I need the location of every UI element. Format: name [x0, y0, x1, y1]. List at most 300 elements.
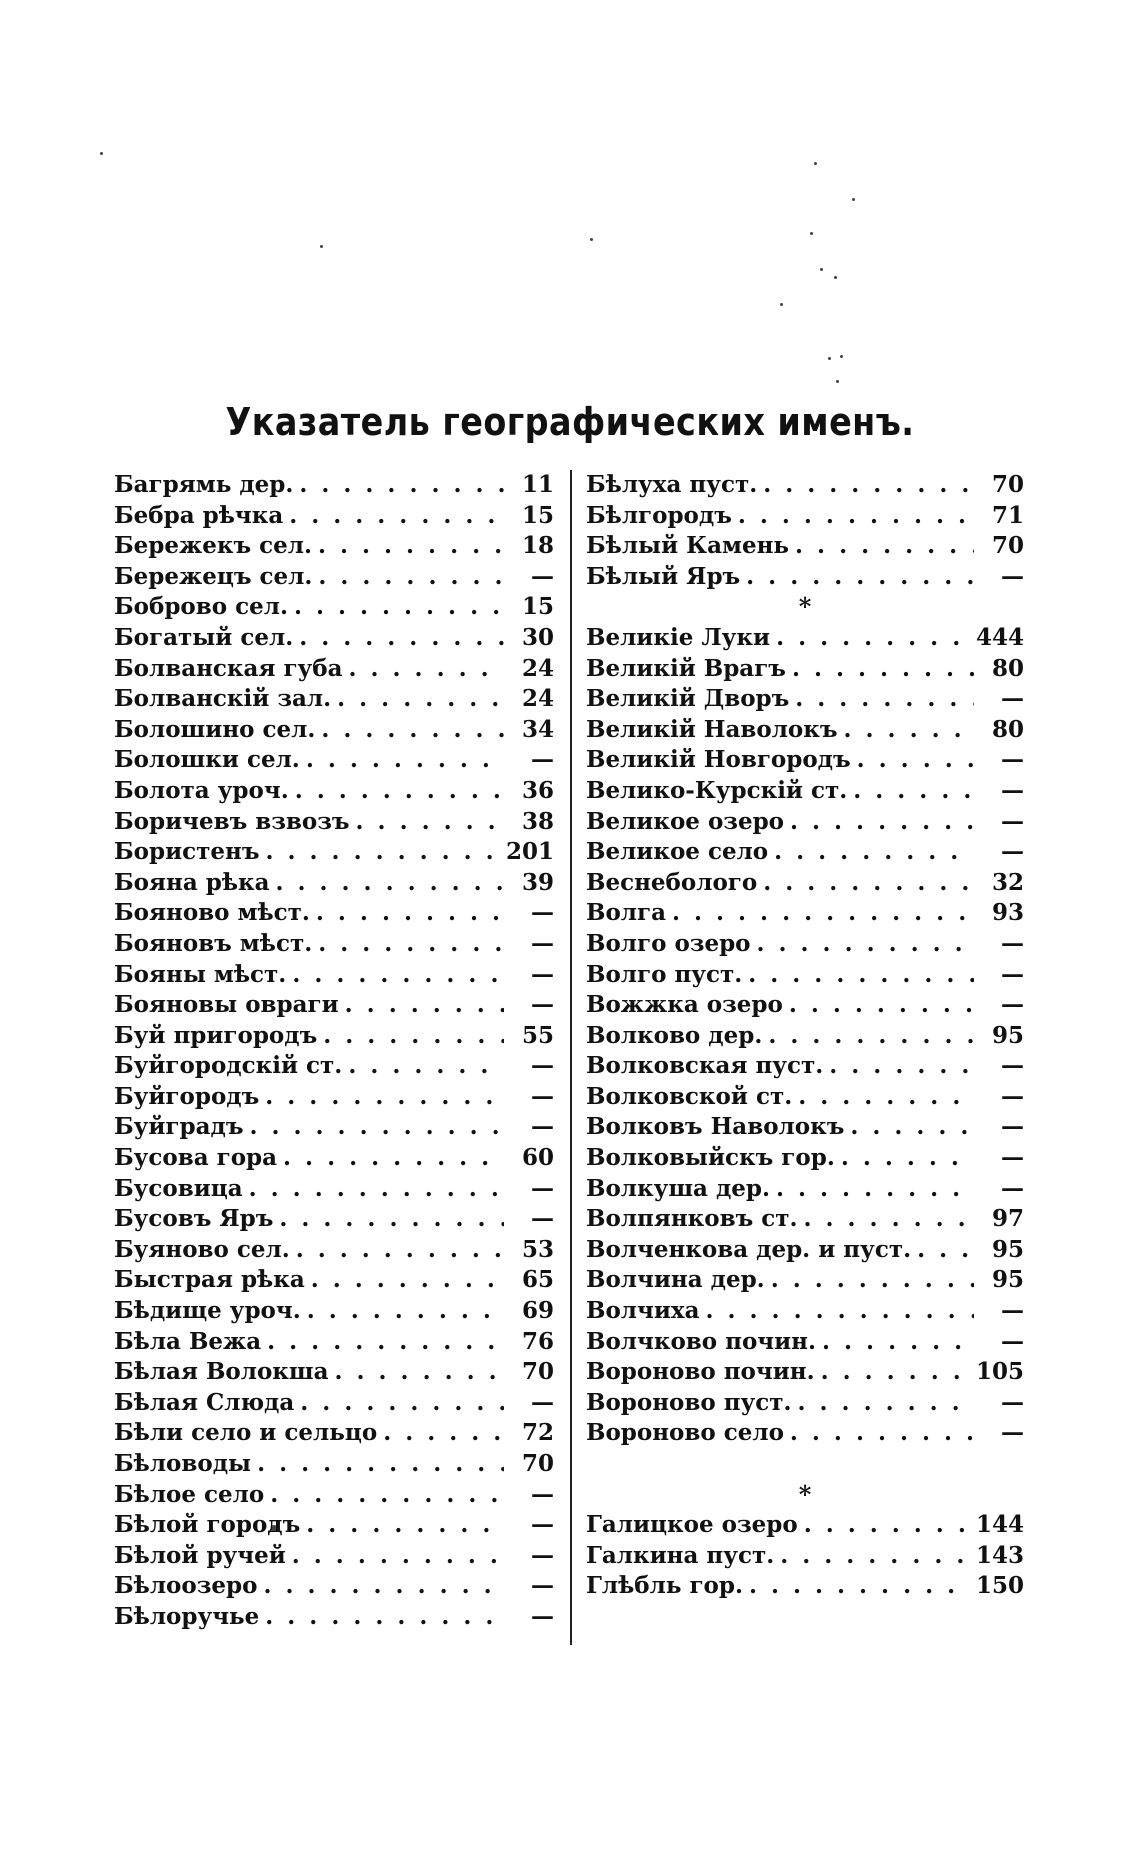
index-entry	[114, 562, 554, 593]
index-entry	[114, 1602, 554, 1633]
entry-name: Бусова гора	[114, 1144, 278, 1172]
entry-name: Бѣлой ручей	[114, 1541, 286, 1569]
index-entry	[114, 715, 554, 746]
entry-page: —	[1001, 746, 1024, 774]
entry-name: Боричевъ взвозъ	[114, 807, 350, 835]
entry-page: 70	[991, 532, 1024, 560]
index-entry	[114, 623, 554, 654]
index-entry	[114, 990, 554, 1021]
index-entry	[586, 837, 1024, 868]
dot-leader	[746, 562, 974, 593]
dot-leader	[306, 1510, 504, 1541]
dot-leader	[774, 837, 974, 868]
dot-leader	[748, 960, 974, 991]
dot-leader	[804, 1204, 974, 1235]
index-entry	[114, 1051, 554, 1082]
entry-page: —	[1001, 1419, 1024, 1447]
dot-leader	[349, 654, 504, 685]
entry-page: —	[1001, 1297, 1024, 1325]
entry-name: Веснеболого	[586, 868, 758, 896]
entry-page: —	[1001, 776, 1024, 804]
entry-page: —	[531, 1480, 554, 1508]
entry-page: —	[531, 1205, 554, 1233]
entry-page: 65	[521, 1266, 554, 1294]
entry-name: Бѣлый Камень	[586, 532, 790, 560]
dot-leader	[345, 990, 504, 1021]
page-title: Указатель географических именъ.	[225, 400, 915, 444]
index-entry	[586, 1204, 1024, 1235]
entry-name: Волковыйскъ гор.	[586, 1144, 835, 1172]
dot-leader	[789, 990, 974, 1021]
entry-name: Волго пуст.	[586, 960, 743, 988]
index-entry	[586, 960, 1024, 991]
dot-leader	[795, 531, 974, 562]
index-entry	[586, 1051, 1024, 1082]
index-entry	[114, 1296, 554, 1327]
entry-page: —	[1001, 562, 1024, 590]
index-entry	[586, 531, 1024, 562]
entry-name: Вороново пуст.	[586, 1388, 792, 1416]
scan-speck	[100, 152, 103, 155]
dot-leader	[776, 1174, 974, 1205]
entry-name: Волго озеро	[586, 929, 751, 957]
entry-page: —	[531, 1174, 554, 1202]
index-entry	[114, 531, 554, 562]
entry-name: Волпянковъ ст.	[586, 1205, 798, 1233]
index-entry	[586, 562, 1024, 593]
dot-leader	[295, 776, 504, 807]
dot-leader	[270, 1480, 504, 1511]
entry-name: Бояна рѣка	[114, 868, 270, 896]
dot-leader	[763, 868, 974, 899]
entry-name: Бѣлгородъ	[586, 501, 732, 529]
entry-page: —	[531, 746, 554, 774]
dot-leader	[337, 684, 504, 715]
entry-name: Галицкое озеро	[586, 1511, 798, 1539]
entry-name: Буйградъ	[114, 1113, 244, 1141]
dot-leader	[318, 531, 504, 562]
entry-name: Великое озеро	[586, 807, 785, 835]
entry-name: Бережекъ сел.	[114, 532, 312, 560]
dot-leader	[296, 1235, 504, 1266]
index-entry	[114, 1082, 554, 1113]
entry-name: Бояново мѣст.	[114, 899, 310, 927]
entry-page: 80	[991, 654, 1024, 682]
index-entry	[586, 1235, 1024, 1266]
entry-name: Бѣлоозеро	[114, 1572, 258, 1600]
index-entry	[586, 1143, 1024, 1174]
index-entry	[114, 684, 554, 715]
dot-leader	[822, 1327, 974, 1358]
entry-page: —	[1001, 1052, 1024, 1080]
entry-page: —	[531, 1388, 554, 1416]
scan-speck	[828, 357, 831, 360]
entry-page: —	[531, 1602, 554, 1630]
entry-page: 105	[975, 1358, 1024, 1386]
dot-leader	[738, 501, 974, 532]
dot-leader	[804, 1510, 970, 1541]
index-entry	[114, 592, 554, 623]
index-entry	[114, 1265, 554, 1296]
section-separator: *	[798, 1479, 812, 1509]
entry-name: Бебра рѣчка	[114, 501, 284, 529]
entry-name: Волково дер.	[586, 1021, 763, 1049]
entry-page: 53	[521, 1235, 554, 1263]
entry-page: 144	[975, 1511, 1024, 1539]
entry-name: Велико-Курскій ст.	[586, 776, 848, 804]
entry-page: —	[531, 1113, 554, 1141]
entry-page: 201	[505, 838, 554, 866]
dot-leader	[780, 1541, 970, 1572]
entry-name: Бережецъ сел.	[114, 562, 313, 590]
index-entry	[114, 1571, 554, 1602]
index-entry	[586, 1021, 1024, 1052]
scan-speck	[320, 245, 323, 248]
index-entry	[586, 1541, 1024, 1572]
entry-page: —	[1001, 807, 1024, 835]
index-entry	[114, 960, 554, 991]
dot-leader	[311, 1265, 504, 1296]
entry-page: 71	[991, 501, 1024, 529]
entry-name: Волченкова дер. и пуст.	[586, 1235, 912, 1263]
dot-leader	[267, 1327, 504, 1358]
entry-name: Болошино сел.	[114, 715, 316, 743]
index-entry	[586, 654, 1024, 685]
dot-leader	[316, 898, 504, 929]
entry-page: —	[1001, 1144, 1024, 1172]
index-column-right	[586, 470, 1024, 1602]
entry-page: 15	[521, 501, 554, 529]
entry-name: Бусовица	[114, 1174, 243, 1202]
entry-name: Бѣлое село	[114, 1480, 265, 1508]
entry-page: 70	[991, 471, 1024, 498]
dot-leader	[276, 868, 505, 899]
entry-name: Бѣлоручье	[114, 1602, 260, 1630]
entry-page: —	[1001, 929, 1024, 957]
entry-page: 70	[521, 1450, 554, 1477]
dot-leader	[821, 1357, 970, 1388]
entry-name: Великое село	[586, 838, 769, 866]
scan-speck	[810, 232, 813, 235]
entry-name: Волчково почин.	[586, 1327, 817, 1355]
index-entry	[114, 1449, 554, 1480]
dot-leader	[279, 1204, 504, 1235]
entry-name: Волчина дер.	[586, 1266, 765, 1294]
entry-page: 32	[991, 868, 1024, 896]
index-entry	[114, 745, 554, 776]
entry-name: Буйгородъ	[114, 1082, 260, 1110]
scan-speck	[820, 268, 823, 271]
entry-name: Бѣли село и сельцо	[114, 1419, 378, 1447]
entry-page: —	[1001, 960, 1024, 988]
index-entry	[114, 776, 554, 807]
entry-page: —	[1001, 1113, 1024, 1141]
entry-page: 60	[521, 1144, 554, 1172]
entry-page: 76	[521, 1327, 554, 1355]
dot-leader	[795, 684, 974, 715]
index-entry	[586, 807, 1024, 838]
entry-page: 95	[991, 1266, 1024, 1294]
dot-leader	[283, 1143, 504, 1174]
entry-page: 24	[521, 654, 554, 682]
entry-page: —	[531, 1082, 554, 1110]
entry-page: —	[531, 991, 554, 1019]
index-entry	[114, 501, 554, 532]
dot-leader	[265, 1602, 504, 1633]
index-entry	[114, 929, 554, 960]
entry-page: 30	[521, 623, 554, 651]
entry-name: Глѣбль гор.	[586, 1572, 743, 1600]
dot-leader	[841, 1143, 974, 1174]
dot-leader	[266, 837, 500, 868]
dot-leader	[790, 807, 974, 838]
dot-leader	[776, 623, 970, 654]
entry-name: Бѣлая Волокша	[114, 1358, 329, 1386]
dot-leader	[323, 1021, 504, 1052]
entry-name: Бористенъ	[114, 838, 260, 866]
dot-leader	[263, 1571, 504, 1602]
entry-page: 18	[521, 532, 554, 560]
scan-speck	[590, 238, 593, 241]
dot-leader	[257, 1449, 504, 1480]
entry-page: 143	[975, 1541, 1024, 1569]
entry-page: 80	[991, 715, 1024, 743]
entry-name: Бусовъ Яръ	[114, 1205, 274, 1233]
entry-page: 69	[521, 1297, 554, 1325]
entry-name: Бояны мѣст.	[114, 960, 287, 988]
index-entry	[586, 1082, 1024, 1113]
entry-page: 95	[991, 1021, 1024, 1049]
entry-name: Волга	[586, 899, 666, 927]
spacer	[586, 1449, 1024, 1480]
entry-page: 72	[521, 1419, 554, 1447]
entry-page: —	[531, 899, 554, 927]
entry-page: 70	[521, 1358, 554, 1386]
entry-name: Бѣдище уроч.	[114, 1297, 301, 1325]
entry-name: Бояновъ мѣст.	[114, 929, 313, 957]
index-entry	[114, 1388, 554, 1419]
dot-leader	[857, 745, 974, 776]
dot-leader	[318, 929, 504, 960]
dot-leader	[672, 898, 974, 929]
entry-page: 11	[521, 471, 554, 498]
index-column-left	[114, 470, 554, 1633]
dot-leader	[771, 1265, 974, 1296]
index-entry	[586, 1571, 1024, 1602]
entry-name: Богатый сел.	[114, 623, 294, 651]
column-divider	[570, 470, 572, 1645]
dot-leader	[798, 1388, 974, 1419]
entry-name: Бояновы овраги	[114, 991, 339, 1019]
dot-leader	[798, 1082, 974, 1113]
entry-page: —	[1001, 1082, 1024, 1110]
index-entry	[586, 1418, 1024, 1449]
entry-page: —	[1001, 1174, 1024, 1202]
index-entry	[114, 898, 554, 929]
entry-page: —	[531, 562, 554, 590]
entry-name: Болошки сел.	[114, 746, 300, 774]
entry-name: Великій Дворъ	[586, 685, 790, 713]
index-entry	[114, 1541, 554, 1572]
dot-leader	[318, 562, 504, 593]
dot-leader	[749, 1571, 970, 1602]
entry-name: Волчиха	[586, 1297, 700, 1325]
entry-page: 93	[991, 899, 1024, 927]
index-entry	[114, 1143, 554, 1174]
dot-leader	[850, 1112, 974, 1143]
entry-name: Болванская губа	[114, 654, 343, 682]
entry-name: Волкуша дер.	[586, 1174, 771, 1202]
dot-leader	[292, 960, 504, 991]
scan-speck	[836, 380, 839, 383]
dot-leader	[265, 1082, 504, 1113]
entry-page: —	[531, 960, 554, 988]
index-entry	[114, 837, 554, 868]
entry-name: Великій Новгородъ	[586, 746, 851, 774]
index-entry	[586, 684, 1024, 715]
entry-name: Буй пригородъ	[114, 1021, 318, 1049]
index-entry	[586, 1174, 1024, 1205]
scan-speck	[780, 303, 783, 306]
index-entry	[586, 1296, 1024, 1327]
dot-leader	[383, 1418, 504, 1449]
entry-name: Быстрая рѣка	[114, 1266, 305, 1294]
index-entry	[114, 807, 554, 838]
entry-page: 97	[991, 1205, 1024, 1233]
index-entry	[586, 1357, 1024, 1388]
entry-name: Галкина пуст.	[586, 1541, 775, 1569]
dot-leader	[757, 929, 974, 960]
scan-speck	[814, 162, 817, 165]
entry-page: —	[531, 929, 554, 957]
entry-page: 36	[521, 776, 554, 804]
index-entry	[586, 623, 1024, 654]
dot-leader	[300, 1388, 504, 1419]
dot-leader	[917, 1235, 974, 1266]
dot-leader	[335, 1357, 504, 1388]
index-entry	[586, 868, 1024, 899]
entry-page: 55	[521, 1021, 554, 1049]
index-entry	[586, 1327, 1024, 1358]
entry-page: 444	[975, 623, 1024, 651]
dot-leader	[790, 1418, 974, 1449]
index-section-b	[586, 470, 1024, 592]
entry-name: Буяново сел.	[114, 1235, 290, 1263]
index-section-g	[586, 1510, 1024, 1602]
index-section-v	[586, 623, 1024, 1449]
entry-name: Болота уроч.	[114, 776, 289, 804]
dot-leader	[706, 1296, 974, 1327]
entry-page: 34	[521, 715, 554, 743]
entry-name: Боброво сел.	[114, 593, 288, 621]
index-entry	[586, 715, 1024, 746]
dot-leader	[829, 1051, 974, 1082]
index-entry	[114, 654, 554, 685]
dot-leader	[249, 1174, 504, 1205]
index-entry	[114, 470, 554, 501]
entry-name: Великій Врагъ	[586, 654, 786, 682]
entry-name: Вожжка озеро	[586, 991, 783, 1019]
index-entry	[114, 1510, 554, 1541]
entry-name: Великій Наволокъ	[586, 715, 838, 743]
entry-page: 24	[521, 685, 554, 713]
entry-name: Багрямь дер.	[114, 471, 294, 498]
index-entry	[586, 1388, 1024, 1419]
index-entry	[114, 1418, 554, 1449]
scan-speck	[852, 198, 855, 201]
index-entry	[114, 1021, 554, 1052]
dot-leader	[307, 1296, 504, 1327]
entry-name: Вороново почин.	[586, 1358, 815, 1386]
dot-leader	[853, 776, 974, 807]
index-entry	[586, 745, 1024, 776]
entry-page: —	[1001, 991, 1024, 1019]
index-entry	[114, 1112, 554, 1143]
dot-leader	[321, 715, 504, 746]
scan-speck	[840, 355, 843, 358]
dot-leader	[294, 592, 504, 623]
index-entry	[586, 898, 1024, 929]
entry-name: Волковской ст.	[586, 1082, 793, 1110]
entry-page: 15	[521, 593, 554, 621]
dot-leader	[306, 745, 504, 776]
index-entry	[114, 1357, 554, 1388]
entry-name: Буйгородскій ст.	[114, 1052, 343, 1080]
entry-page: 95	[991, 1235, 1024, 1263]
entry-name: Великіе Луки	[586, 623, 771, 651]
dot-leader	[792, 654, 974, 685]
dot-leader	[299, 623, 504, 654]
entry-page: —	[531, 1572, 554, 1600]
entry-name: Волковская пуст.	[586, 1052, 824, 1080]
index-entry	[114, 1204, 554, 1235]
index-entry	[586, 1112, 1024, 1143]
entry-page: —	[531, 1541, 554, 1569]
entry-name: Бѣловоды	[114, 1450, 252, 1477]
entry-name: Бѣлуха пуст.	[586, 471, 758, 498]
dot-leader	[348, 1051, 504, 1082]
dot-leader	[356, 807, 504, 838]
entry-page: 38	[521, 807, 554, 835]
entry-page: —	[1001, 838, 1024, 866]
entry-page: 150	[975, 1572, 1024, 1600]
dot-leader	[844, 715, 974, 746]
entry-name: Болванскій зал.	[114, 685, 332, 713]
entry-name: Бѣлый Яръ	[586, 562, 741, 590]
scan-speck	[834, 276, 837, 279]
index-entry	[586, 1510, 1024, 1541]
entry-name: Бѣлая Слюда	[114, 1388, 295, 1416]
entry-page: —	[531, 1511, 554, 1539]
dot-leader	[763, 470, 974, 501]
index-entry	[586, 929, 1024, 960]
index-entry	[586, 470, 1024, 501]
entry-page: —	[1001, 685, 1024, 713]
dot-leader	[289, 501, 504, 532]
entry-name: Вороново село	[586, 1419, 784, 1447]
entry-page: 39	[521, 868, 554, 896]
index-entry	[586, 990, 1024, 1021]
entry-name: Волковъ Наволокъ	[586, 1113, 845, 1141]
dot-leader	[299, 470, 504, 501]
section-separator: *	[798, 592, 812, 622]
index-entry	[586, 776, 1024, 807]
index-entry	[114, 1174, 554, 1205]
index-entry	[586, 1265, 1024, 1296]
index-entry	[114, 1480, 554, 1511]
entry-name: Бѣлой городъ	[114, 1511, 301, 1539]
index-entry	[114, 1235, 554, 1266]
